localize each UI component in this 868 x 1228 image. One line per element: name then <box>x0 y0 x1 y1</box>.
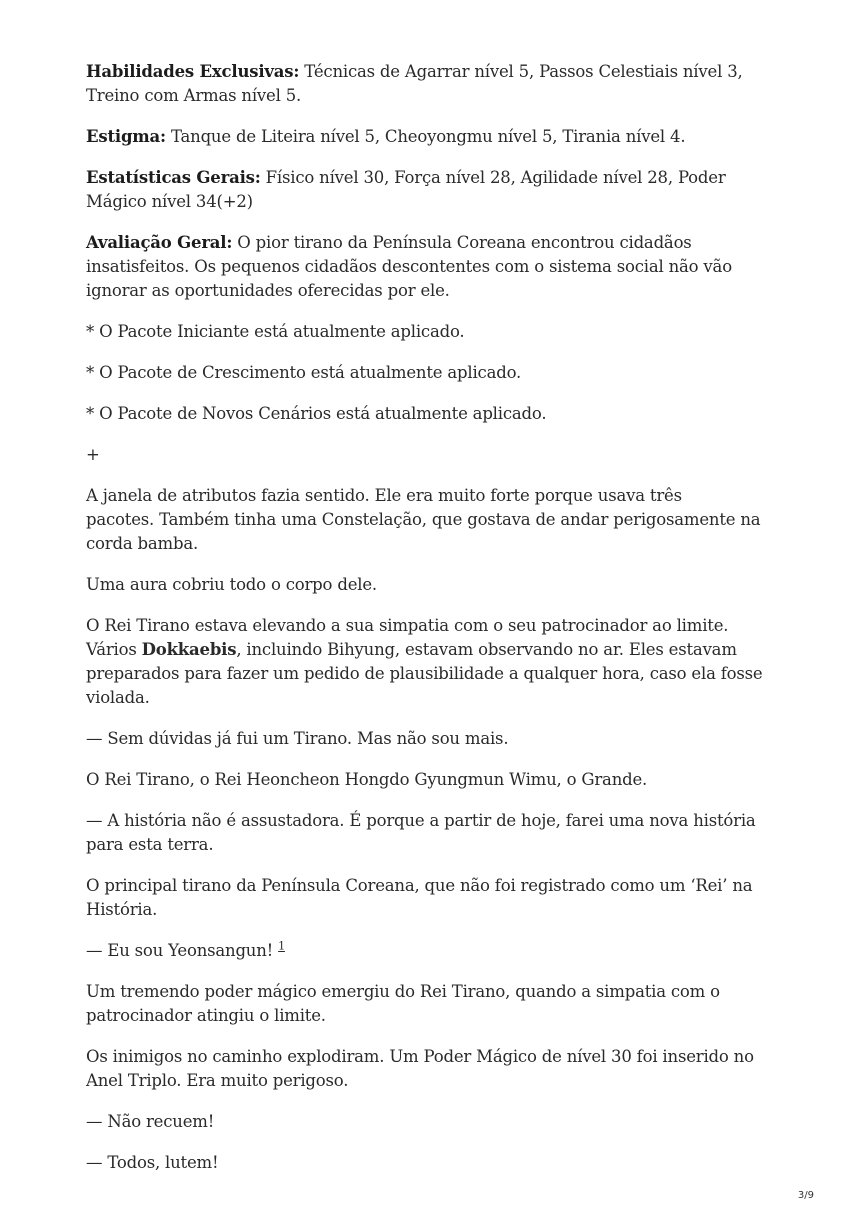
bold-term: Dokkaebis <box>141 640 237 659</box>
paragraph: Os inimigos no caminho explodiram. Um Poder Mágico de nível 30 foi inserido no Anel Triplo. Era muito perigoso. <box>86 1047 754 1090</box>
stat-value: Tanque de Liteira nível 5, Cheoyongmu nível 5, Tirania nível 4. <box>165 127 686 146</box>
footnote-link[interactable]: 1 <box>278 939 285 953</box>
paragraph-text: , incluindo Bihyung, estavam observando no ar. Eles estavam preparados para fazer um pedido de plausibilidade a qualquer hora, caso ela fosse violada. <box>86 640 763 707</box>
stat-habilidades <box>86 60 786 108</box>
stat-value: O pior tirano da Península Coreana encontrou cidadãos insatisfeitos. Os pequenos cidadãos descontentes com o sistema social não vão ignorar as oportunidades oferecidas por ele. <box>86 233 732 300</box>
document-page <box>86 60 786 1192</box>
dialogue-line: — Sem dúvidas já fui um Tirano. Mas não sou mais. <box>86 729 509 748</box>
section-separator: + <box>86 445 100 464</box>
paragraph-line: pacotes. Também tinha uma Constelação, que gostava de andar perigosamente na corda bamba. <box>86 510 761 553</box>
paragraph-line: A janela de atributos fazia sentido. Ele era muito forte porque usava três <box>86 486 682 505</box>
paragraph: O Rei Tirano, o Rei Heoncheon Hongdo Gyungmun Wimu, o Grande. <box>86 770 648 789</box>
paragraph-line: O Rei Tirano estava elevando a sua simpatia com o seu patrocinador ao limite. <box>86 616 729 635</box>
dialogue-text: — Eu sou Yeonsangun! <box>86 941 279 960</box>
stat-value: Técnicas de Agarrar nível 5, Passos Celestiais nível 3, Treino com Armas nível 5. <box>86 62 743 105</box>
dialogue-line <box>86 939 786 963</box>
stat-label: Estigma: <box>86 127 166 146</box>
paragraph: Um tremendo poder mágico emergiu do Rei Tirano, quando a simpatia com o patrocinador atingiu o limite. <box>86 982 720 1025</box>
package-line: * O Pacote de Novos Cenários está atualmente aplicado. <box>86 404 547 423</box>
stat-estatisticas <box>86 166 786 214</box>
stat-estigma <box>86 125 786 149</box>
dialogue-line: — A história não é assustadora. É porque a partir de hoje, farei uma nova história para esta terra. <box>86 811 756 854</box>
stat-label: Estatísticas Gerais: <box>86 168 261 187</box>
paragraph-text: Vários <box>86 640 142 659</box>
paragraph <box>86 484 786 556</box>
dialogue-line: — Não recuem! <box>86 1112 215 1131</box>
page-number: 3/9 <box>797 1190 814 1201</box>
paragraph <box>86 614 786 710</box>
stat-value: Físico nível 30, Força nível 28, Agilidade nível 28, Poder Mágico nível 34(+2) <box>86 168 726 211</box>
dialogue-line: — Todos, lutem! <box>86 1153 219 1172</box>
package-line: * O Pacote de Crescimento está atualmente aplicado. <box>86 363 522 382</box>
paragraph: O principal tirano da Península Coreana, que não foi registrado como um ‘Rei’ na História. <box>86 876 753 919</box>
stat-label: Avaliação Geral: <box>86 233 233 252</box>
paragraph: Uma aura cobriu todo o corpo dele. <box>86 575 377 594</box>
stat-avaliacao <box>86 231 786 303</box>
package-line: * O Pacote Iniciante está atualmente aplicado. <box>86 322 465 341</box>
stat-label: Habilidades Exclusivas: <box>86 62 300 81</box>
